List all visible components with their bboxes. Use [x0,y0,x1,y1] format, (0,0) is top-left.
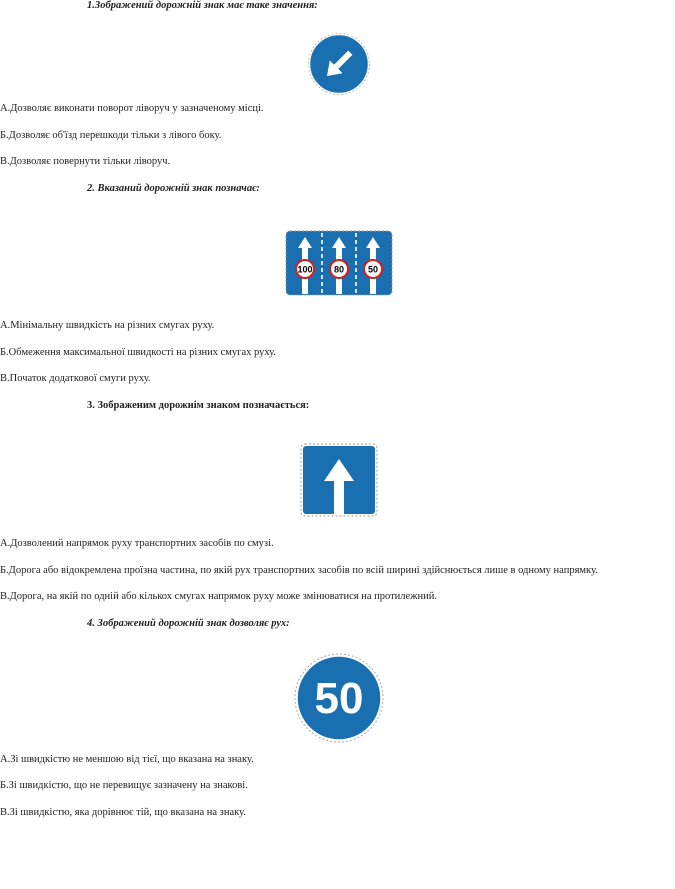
question-1-answer-c[interactable]: В.Дозволяє повернути тільки ліворуч. [0,156,171,167]
question-2-answer-a[interactable]: А.Мінімальну швидкість на різних смугах руху. [0,320,215,331]
lane-1-speed-limit: 100 [297,264,313,275]
question-4-title: 4. Зображений дорожній знак дозволяє рух: [87,618,290,629]
keep-left-arrow-sign-icon [308,33,370,95]
question-4-answer-c[interactable]: В.Зі швидкістю, яка дорівнює тій, що вказана на знаку. [0,807,246,818]
question-1-title: 1.Зображений дорожній знак має таке значення: [87,0,318,11]
question-3-answer-a[interactable]: А.Дозволений напрямок руху транспортних засобів по смузі. [0,538,274,549]
question-3-title: 3. Зображеним дорожнім знаком позначається: [87,400,310,411]
lane-2-speed-limit: 80 [333,264,345,275]
question-1-answer-a[interactable]: А.Дозволяє виконати поворот ліворуч у зазначеному місці. [0,103,264,114]
question-2-title: 2. Вказаний дорожній знак позначає: [87,183,260,194]
minimum-speed-sign-icon [294,653,384,743]
question-2-answer-b[interactable]: Б.Обмеження максимальної швидкості на різних смугах руху. [0,347,277,358]
minimum-speed-value: 50 [314,674,364,723]
lane-speed-limits-sign-icon [285,230,393,296]
question-2-answer-c[interactable]: В.Початок додаткової смуги руху. [0,373,151,384]
question-1-answer-b[interactable]: Б.Дозволяє об'їзд перешкоди тільки з лівого боку. [0,130,222,141]
question-4-answer-b[interactable]: Б.Зі швидкістю, що не перевищує зазначену на знакові. [0,780,248,791]
question-3-answer-c[interactable]: В.Дорога, на якій по одній або кількох смугах напрямок руху може змінюватися на протилежний. [0,591,437,602]
question-3-answer-b[interactable]: Б.Дорога або відокремлена проїзна частина, по якій рух транспортних засобів по всій ширині здійснюється лише в одному напрямку. [0,565,598,576]
lane-3-speed-limit: 50 [367,264,379,275]
question-4-answer-a[interactable]: А.Зі швидкістю не меншою від тієї, що вказана на знаку. [0,754,254,765]
one-way-road-sign-icon [300,443,378,517]
